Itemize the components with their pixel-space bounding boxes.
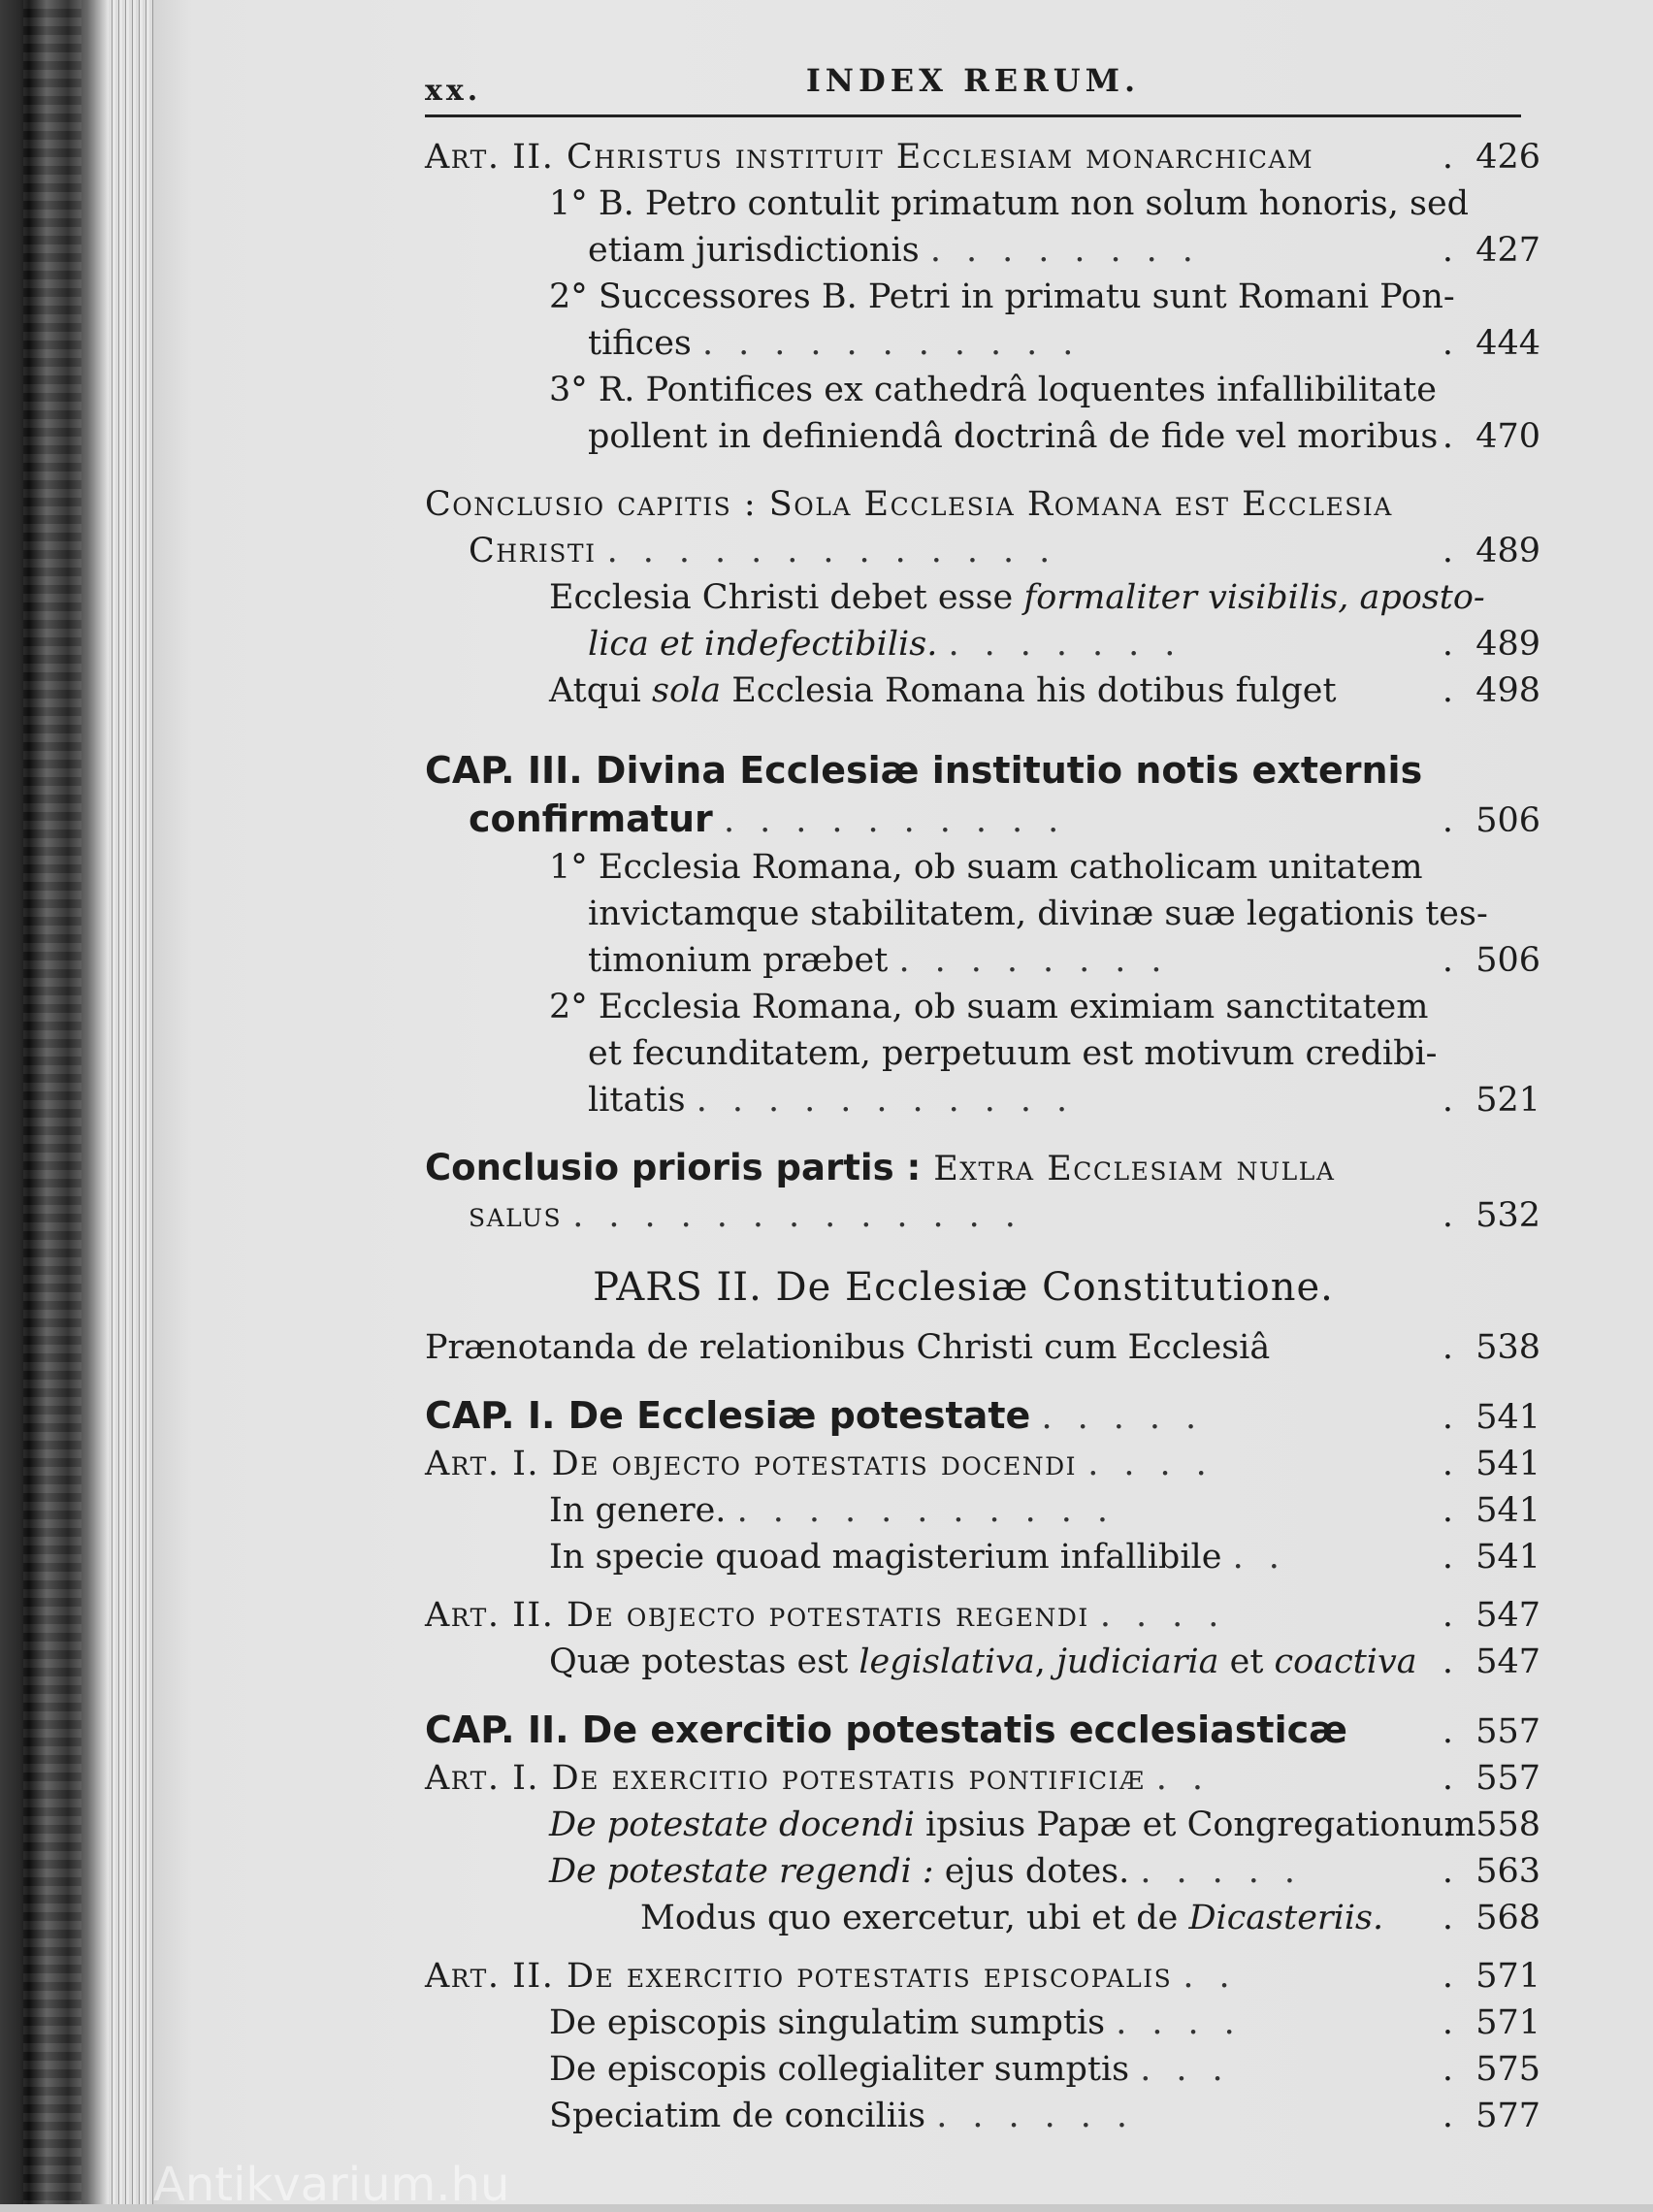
book-spine [0,0,116,2204]
page-number: . 571 [1442,2000,1540,2046]
entry-label: invictamque stabilitatem, divinæ suæ legationis tes- [588,895,1488,933]
page-number: . 547 [1442,1592,1540,1639]
index-entry [425,984,1540,1030]
index-entry: Art. I. De objecto potestatis docendi .... . 541 [425,1441,1540,1487]
entry-label: pollent in definiendâ doctrinâ de fide vel moribus [588,417,1439,456]
entry-label: Conclusio prioris partis : [425,1147,934,1188]
index-entry [425,1895,1540,1941]
page-number: . 427 [1442,227,1540,274]
entry-label: Art. I. De exercitio potestatis pontificiæ [425,1759,1146,1798]
spacer [425,1941,1540,1953]
entry-label: CAP. II. De exercitio potestatis ecclesiasticæ [425,1708,1347,1751]
header-rule [425,114,1521,117]
page-number: . 470 [1442,413,1540,460]
entry-label: In genere. [549,1491,727,1530]
index-entry: De episcopis singulatim sumptis .... . 571 [425,2000,1540,2046]
watermark: Antikvarium.hu [153,2158,510,2212]
index-entry: De episcopis collegialiter sumptis ... . 575 [425,2046,1540,2093]
entry-label-italic: sola [652,671,722,710]
page-edges [109,0,153,2204]
entry-label: Prænotanda de relationibus Christi cum Ecclesiâ [425,1328,1271,1367]
page-number: . 521 [1442,1077,1540,1123]
spacer [425,714,1540,747]
entry-label: 1° B. Petro contulit primatum non solum honoris, sed [549,184,1470,223]
entry-label: ipsius Papæ et Congregationum [914,1805,1476,1844]
entry-label: CAP. I. De Ecclesiæ potestate [425,1394,1031,1437]
index-entry [425,1324,1540,1371]
page-number: . 575 [1442,2046,1540,2093]
entry-label: De episcopis singulatim sumptis [549,2003,1106,2042]
index-entry-continued: timonium præbet ........ . 506 [425,937,1540,984]
spacer [425,460,1540,481]
entry-label: Quæ potestas est [549,1643,859,1681]
spacer [425,1685,1540,1707]
index-entry-continued: lica et indefectibilis. ....... . 489 [425,621,1540,667]
page-title: INDEX RERUM. [805,62,1141,99]
page-number: . 498 [1442,667,1540,714]
page-number: . 558 [1442,1802,1540,1848]
index-entry [425,180,1540,227]
entry-label: Conclusio capitis : Sola Ecclesia Romana est Ecclesia [425,485,1393,524]
entry-label: etiam jurisdictionis [588,231,920,270]
page-number: . 444 [1442,320,1540,367]
page-number: . 563 [1442,1848,1540,1895]
page-number: . 568 [1442,1895,1540,1941]
entry-label: Modus quo exercetur, ubi et de [640,1899,1189,1937]
page-number: . 541 [1442,1534,1540,1580]
page-number: . 506 [1442,937,1540,984]
entry-label-italic: lica et indefectibilis. [588,625,938,664]
entry-label: In specie quoad magisterium infallibile [549,1538,1222,1577]
spacer [425,1580,1540,1592]
index-entry [425,1145,1540,1192]
spacer [425,1315,1540,1324]
entry-label-italic: formaliter visibilis, aposto- [1023,578,1485,617]
entry-label: Art. II. De objecto potestatis regendi [425,1596,1089,1635]
entry-label-italic: Dicasteriis. [1188,1899,1384,1937]
entry-label: Speciatim de conciliis [549,2097,926,2135]
page-number: . 489 [1442,621,1540,667]
index-entry [425,574,1540,621]
index-entry-continued: tifices ........... . 444 [425,320,1540,367]
index-entry-continued [425,413,1540,460]
page-number: . 541 [1442,1441,1540,1487]
index-entry: Art. II. De objecto potestatis regendi .... . 547 [425,1592,1540,1639]
entry-label: Ecclesia Christi debet esse [549,578,1024,617]
entry-label: et [1218,1643,1275,1681]
index-entry: Art. II. De exercitio potestatis episcopalis .. . 571 [425,1953,1540,2000]
index-content [425,134,1540,2139]
index-entry-continued [425,891,1540,937]
index-entry [425,1639,1540,1685]
index-entry: In genere. ........... . 541 [425,1487,1540,1534]
index-entry: De potestate regendi : ejus dotes. ..... . 563 [425,1848,1540,1895]
index-entry [425,481,1540,528]
page-number: . 557 [1442,1755,1540,1802]
page-number: . 489 [1442,528,1540,574]
index-entry [425,134,1540,180]
spacer [425,1371,1540,1392]
entry-label-italic: legislativa [859,1643,1035,1681]
entry-label: Art. II. Christus instituit Ecclesiam monarchicam [425,138,1314,177]
chapter-heading [425,1707,1540,1755]
page-number: . 506 [1442,797,1540,844]
entry-label: 3° R. Pontifices ex cathedrâ loquentes infallibilitate [549,371,1437,409]
index-entry-continued: salus ............. . 532 [425,1192,1540,1239]
index-entry [425,667,1540,714]
index-entry-continued: etiam jurisdictionis ........ . 427 [425,227,1540,274]
entry-label: CAP. III. Divina Ecclesiæ institutio notis externis [425,749,1423,792]
entry-label: 2° Successores B. Petri in primatu sunt Romani Pon- [549,277,1455,316]
entry-label: 2° Ecclesia Romana, ob suam eximiam sanctitatem [549,988,1429,1026]
page-number: . 426 [1442,134,1540,180]
entry-label: Art. II. De exercitio potestatis episcopalis [425,1957,1173,1996]
page-number: . 541 [1442,1487,1540,1534]
entry-label: , [1034,1643,1057,1681]
spacer [425,1239,1540,1260]
chapter-heading-continued: confirmatur .......... . 506 [425,796,1540,844]
page-number: . 532 [1442,1192,1540,1239]
entry-label: confirmatur [469,797,713,840]
folio: xx. [425,74,482,108]
entry-label-italic: judiciaria [1056,1643,1219,1681]
index-entry-continued [425,1030,1540,1077]
index-entry-continued: Christi ............. . 489 [425,528,1540,574]
chapter-heading: CAP. I. De Ecclesiæ potestate ..... . 541 [425,1392,1540,1441]
entry-label: De episcopis collegialiter sumptis [549,2050,1130,2089]
entry-label: Extra Ecclesiam nulla [933,1150,1336,1188]
entry-label: litatis [588,1081,686,1120]
entry-label: timonium præbet [588,941,889,980]
index-entry: Speciatim de conciliis ...... . 577 [425,2093,1540,2139]
index-entry [425,844,1540,891]
part-heading: PARS II. De Ecclesiæ Constitutione. [593,1265,1334,1310]
page-number: . 557 [1442,1708,1540,1755]
index-entry [425,367,1540,413]
index-entry: In specie quoad magisterium infallibile .. . 541 [425,1534,1540,1580]
page-number: . 541 [1442,1394,1540,1441]
entry-label: Art. I. De objecto potestatis docendi [425,1445,1078,1483]
index-entry [425,1802,1540,1848]
entry-label: ejus dotes. [933,1852,1130,1891]
entry-label-italic: De potestate docendi [549,1805,915,1844]
chapter-heading [425,747,1540,796]
running-head [425,60,1521,109]
entry-label: 1° Ecclesia Romana, ob suam catholicam unitatem [549,848,1423,887]
entry-label: Ecclesia Romana his dotibus fulget [721,671,1337,710]
entry-label-italic: coactiva [1274,1643,1417,1681]
index-entry: Art. I. De exercitio potestatis pontificiæ .. . 557 [425,1755,1540,1802]
index-entry-continued: litatis ........... . 521 [425,1077,1540,1123]
entry-label-italic: De potestate regendi : [549,1852,934,1891]
entry-label: salus [469,1196,563,1235]
entry-label: tifices [588,324,692,363]
spacer [425,1123,1540,1145]
page-number: . 571 [1442,1953,1540,2000]
index-entry [425,274,1540,320]
page-number: . 577 [1442,2093,1540,2139]
entry-label: et fecunditatem, perpetuum est motivum credibi- [588,1034,1438,1073]
entry-label: Christi [469,532,597,570]
entry-label: Atqui [549,671,652,710]
page-number: . 547 [1442,1639,1540,1685]
page-number: . 538 [1442,1324,1540,1371]
